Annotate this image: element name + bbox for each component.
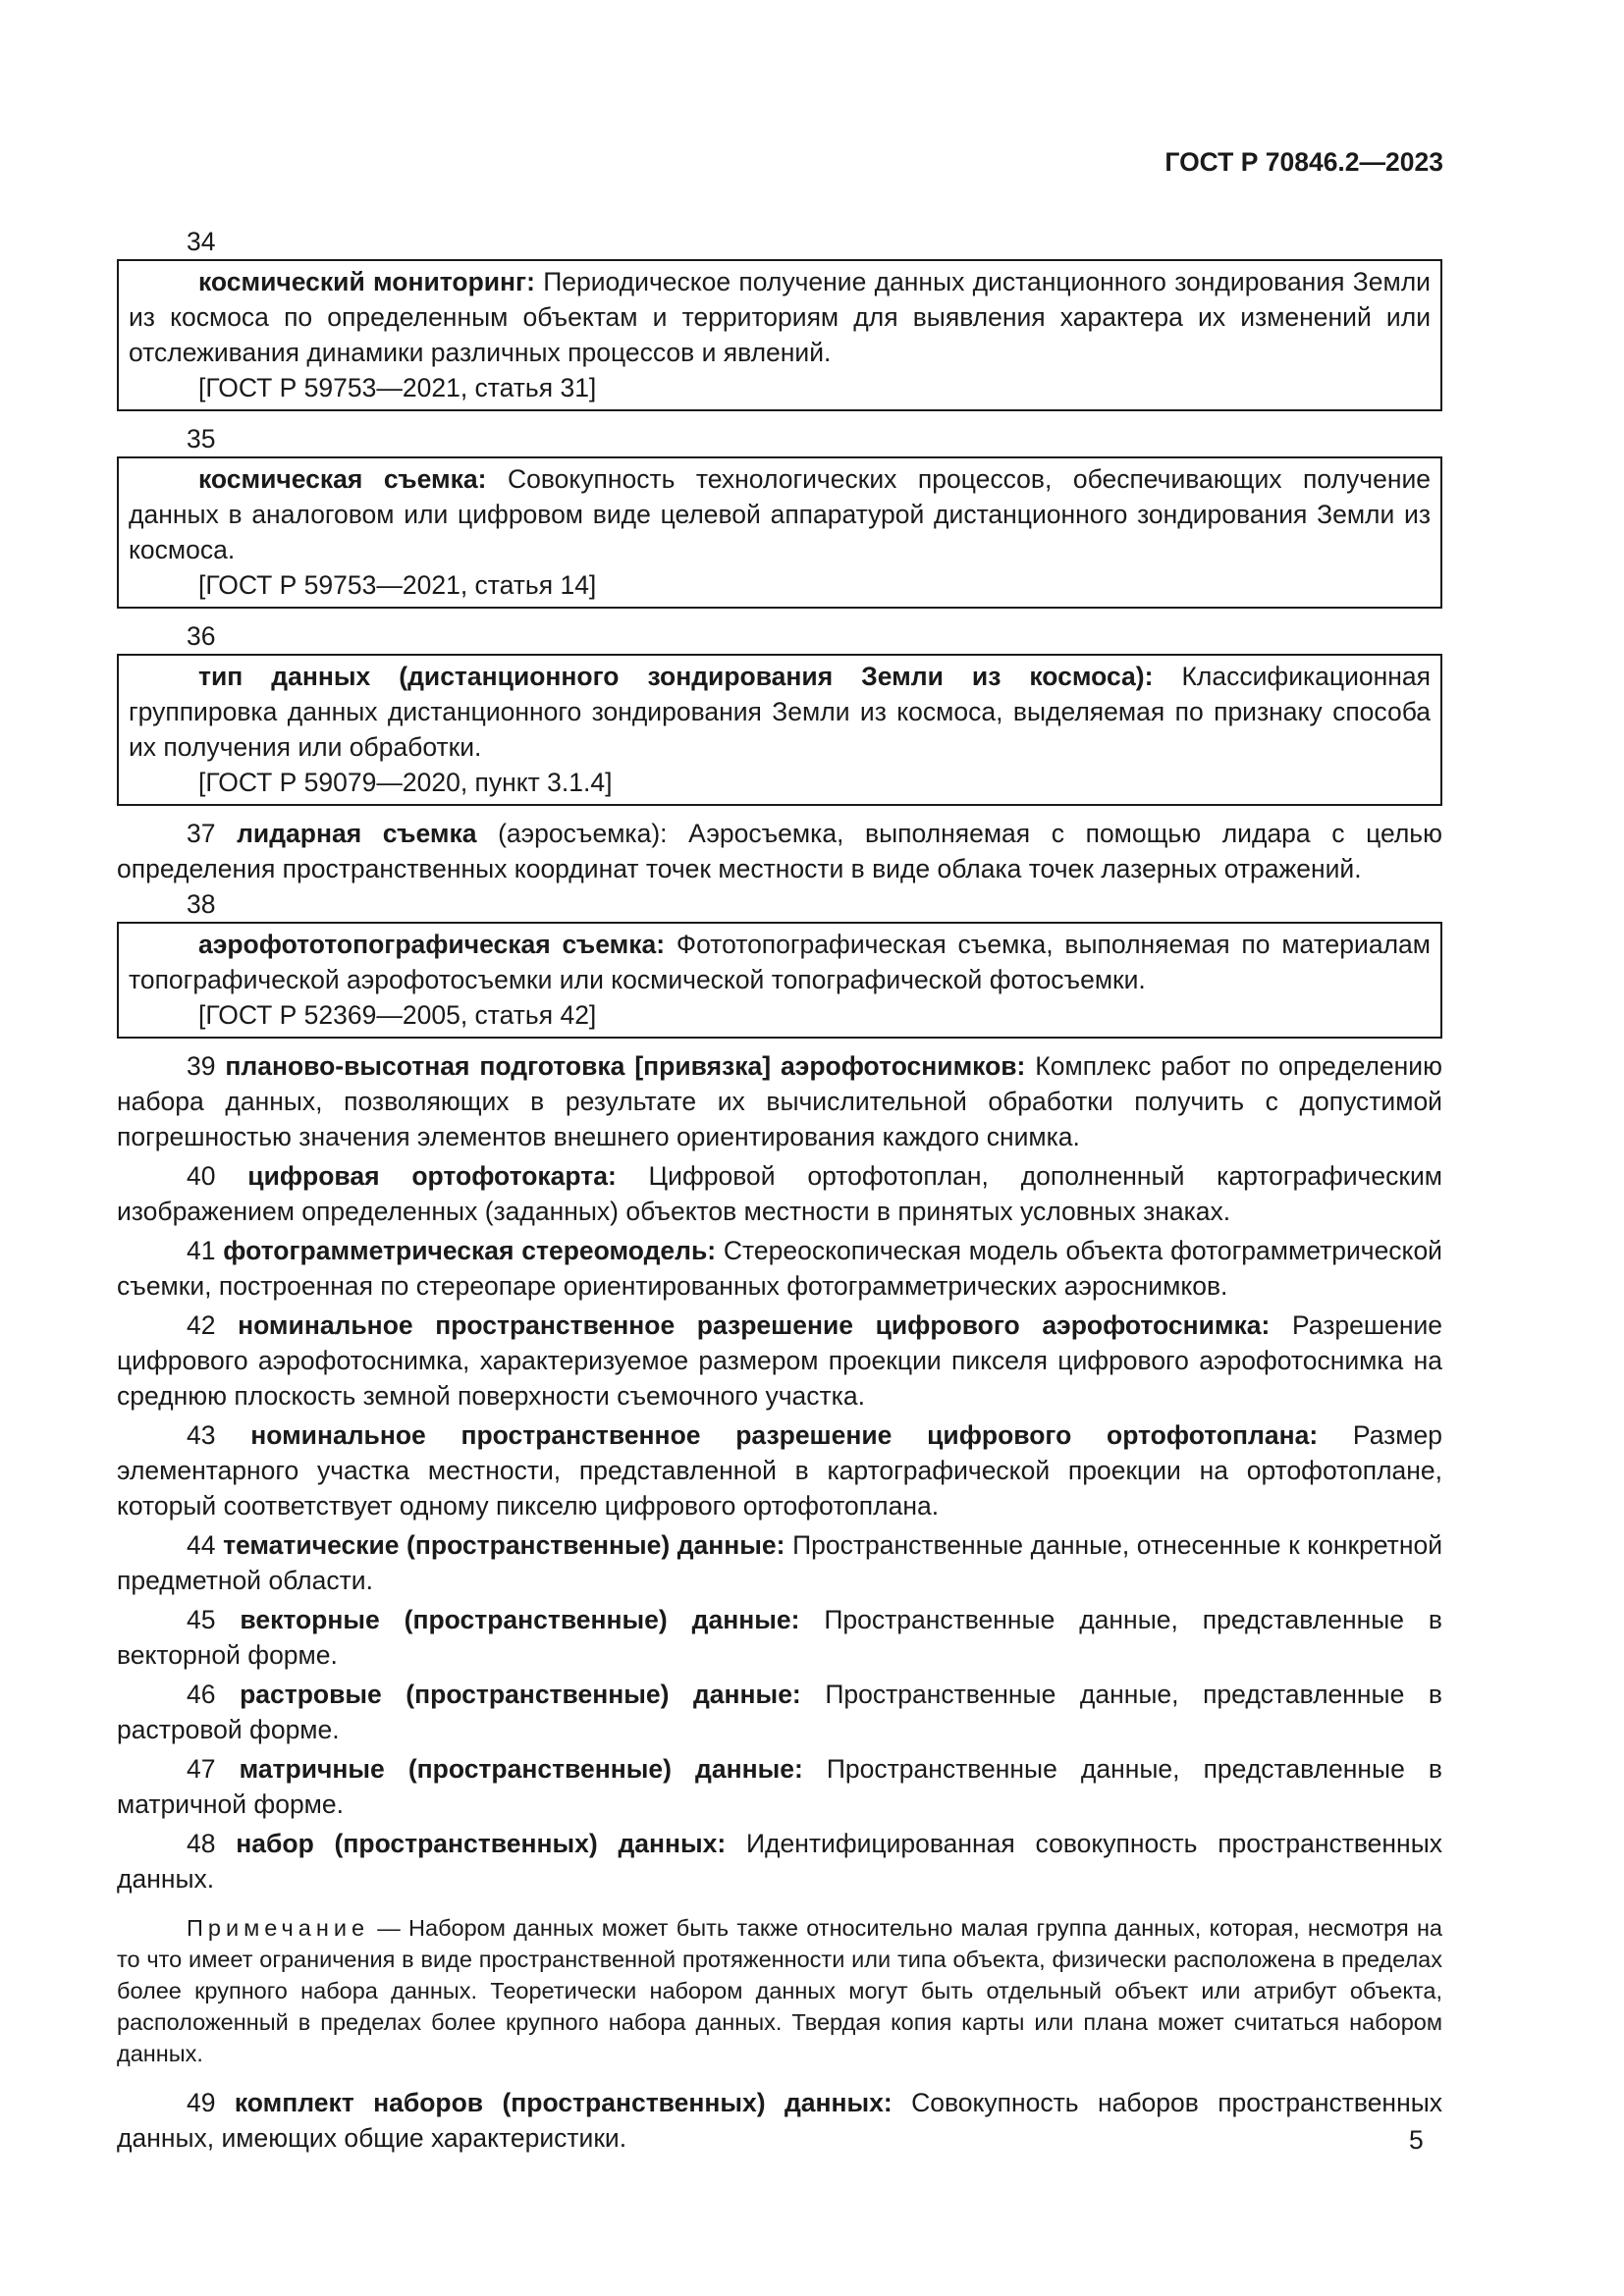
term-number: 39 bbox=[187, 1051, 216, 1081]
term-definition: (аэросъемка): Аэросъемка, выполняемая с помощью лидара с целью определения пространственных координат точек местности в виде облака точек лазерных отражений. bbox=[117, 819, 1442, 883]
term-number: 40 bbox=[187, 1161, 216, 1191]
term-number: 35 bbox=[187, 424, 216, 454]
term-name: комплект наборов (пространственных) данных: bbox=[234, 2088, 893, 2117]
term-name: номинальное пространственное разрешение цифрового аэрофотоснимка: bbox=[238, 1310, 1271, 1340]
term-definition: Пространственные данные, отнесенные к конкретной предметной области. bbox=[117, 1530, 1442, 1595]
term-definition: Пространственные данные, представленные в векторной форме. bbox=[117, 1605, 1442, 1670]
term-number: 34 bbox=[187, 227, 216, 256]
term-entry bbox=[117, 1677, 1442, 1747]
term-definition: Пространственные данные, представленные в растровой форме. bbox=[117, 1680, 1442, 1744]
term-name: растровые (пространственные) данные: bbox=[240, 1680, 801, 1709]
term-name: тип данных (дистанционного зондирования Земли из космоса): bbox=[198, 662, 1154, 691]
term-definition: Классификационная группировка данных дистанционного зондирования Земли из космоса, выделяемая по признаку способа их получения или обработки. bbox=[129, 662, 1431, 762]
term-definition: Цифровой ортофотоплан, дополненный картографическим изображением определенных (заданных) объектов местности в принятых условных знаках. bbox=[117, 1161, 1442, 1226]
page-number: 5 bbox=[1409, 2125, 1424, 2155]
term-source: [ГОСТ Р 59753—2021, статья 14] bbox=[198, 570, 597, 600]
term-number: 42 bbox=[187, 1310, 216, 1340]
term-entry bbox=[117, 1233, 1442, 1304]
term-name: тематические (пространственные) данные: bbox=[223, 1530, 785, 1560]
term-entry bbox=[117, 816, 1442, 886]
quoted-term-box bbox=[117, 654, 1442, 806]
term-number: 47 bbox=[187, 1754, 216, 1784]
term-entry bbox=[117, 1308, 1442, 1414]
term-entry bbox=[117, 1826, 1442, 1896]
term-name: фотограмметрическая стереомодель: bbox=[223, 1236, 717, 1265]
note-text: — Набором данных может быть также относительно малая группа данных, которая, несмотря на то что имеет ограничения в виде пространственной протяженности или типа объекта, физически расположена в пределах более крупного набора данных. Теоретически набором данных могут быть отдельный объект или атрибут объекта, расположенный в пределах более крупного набора данных. Твердая копия карты или плана может считаться набором данных. bbox=[117, 1915, 1442, 2066]
term-entry bbox=[129, 264, 1431, 370]
term-entry bbox=[129, 461, 1431, 567]
term-entry bbox=[129, 927, 1431, 997]
term-number: 36 bbox=[187, 621, 216, 651]
term-name: аэрофототопографическая съемка: bbox=[198, 930, 666, 959]
term-definition: Фототопографическая съемка, выполняемая по материалам топографической аэрофотосъемки или космической топографической фотосъемки. bbox=[129, 930, 1431, 994]
term-definition: Совокупность наборов пространственных данных, имеющих общие характеристики. bbox=[117, 2088, 1442, 2153]
quoted-term-box bbox=[117, 922, 1442, 1039]
term-entry bbox=[117, 1158, 1442, 1229]
term-entry bbox=[129, 659, 1431, 765]
term-name: космический мониторинг: bbox=[198, 267, 535, 296]
term-number: 37 bbox=[187, 819, 216, 848]
term-number: 45 bbox=[187, 1605, 216, 1634]
term-name: набор (пространственных) данных: bbox=[236, 1829, 727, 1858]
term-name: номинальное пространственное разрешение цифрового ортофотоплана: bbox=[250, 1420, 1319, 1450]
term-number: 43 bbox=[187, 1420, 216, 1450]
term-number: 48 bbox=[187, 1829, 216, 1858]
term-name: цифровая ортофотокарта: bbox=[247, 1161, 617, 1191]
term-definition: Разрешение цифрового аэрофотоснимка, характеризуемое размером проекции пикселя цифрового аэрофотоснимка на среднюю плоскость земной поверхности съемочного участка. bbox=[117, 1310, 1442, 1411]
term-name: космическая съемка: bbox=[198, 464, 487, 494]
term-definition: Совокупность технологических процессов, обеспечивающих получение данных в аналоговом или цифровом виде целевой аппаратурой дистанционного зондирования Земли из космоса. bbox=[129, 464, 1431, 564]
term-entry bbox=[117, 1417, 1442, 1523]
term-entry bbox=[117, 1048, 1442, 1154]
term-number: 44 bbox=[187, 1530, 216, 1560]
quoted-term-box bbox=[117, 456, 1442, 609]
term-name: планово-высотная подготовка [привязка] аэрофотоснимков: bbox=[225, 1051, 1026, 1081]
term-entry bbox=[117, 2085, 1442, 2156]
term-definition: Размер элементарного участка местности, представленной в картографической проекции на ортофотоплане, который соответствует одному пикселю цифрового ортофотоплана. bbox=[117, 1420, 1442, 1521]
note bbox=[117, 1912, 1442, 2069]
term-name: лидарная съемка bbox=[237, 819, 477, 848]
term-source: [ГОСТ Р 59753—2021, статья 31] bbox=[198, 373, 597, 402]
term-number: 49 bbox=[187, 2088, 216, 2117]
term-entry bbox=[117, 1527, 1442, 1598]
term-number: 46 bbox=[187, 1680, 216, 1709]
term-number: 38 bbox=[187, 889, 216, 919]
term-definition: Стереоскопическая модель объекта фотограмметрической съемки, построенная по стереопаре ориентированных фотограмметрических аэроснимков. bbox=[117, 1236, 1442, 1301]
note-label: Примечание bbox=[187, 1915, 370, 1941]
term-definition: Пространственные данные, представленные в матричной форме. bbox=[117, 1754, 1442, 1819]
term-source: [ГОСТ Р 59079—2020, пункт 3.1.4] bbox=[198, 768, 613, 797]
quoted-term-box bbox=[117, 259, 1442, 411]
term-entry bbox=[117, 1602, 1442, 1673]
term-name: векторные (пространственные) данные: bbox=[240, 1605, 800, 1634]
term-entry bbox=[117, 1751, 1442, 1822]
term-definition: Идентифицированная совокупность пространственных данных. bbox=[117, 1829, 1442, 1894]
document-code: ГОСТ Р 70846.2—2023 bbox=[1164, 147, 1443, 177]
term-source: [ГОСТ Р 52369—2005, статья 42] bbox=[198, 1000, 597, 1030]
term-name: матричные (пространственные) данные: bbox=[239, 1754, 803, 1784]
page-body bbox=[117, 224, 1442, 2156]
term-number: 41 bbox=[187, 1236, 216, 1265]
term-definition: Периодическое получение данных дистанционного зондирования Земли из космоса по определенным объектам и территориям для выявления характера их изменений или отслеживания динамики различных процессов и явлений. bbox=[129, 267, 1431, 367]
term-definition: Комплекс работ по определению набора данных, позволяющих в результате их вычислительной обработки получить с допустимой погрешностью значения элементов внешнего ориентирования каждого снимка. bbox=[117, 1051, 1442, 1151]
